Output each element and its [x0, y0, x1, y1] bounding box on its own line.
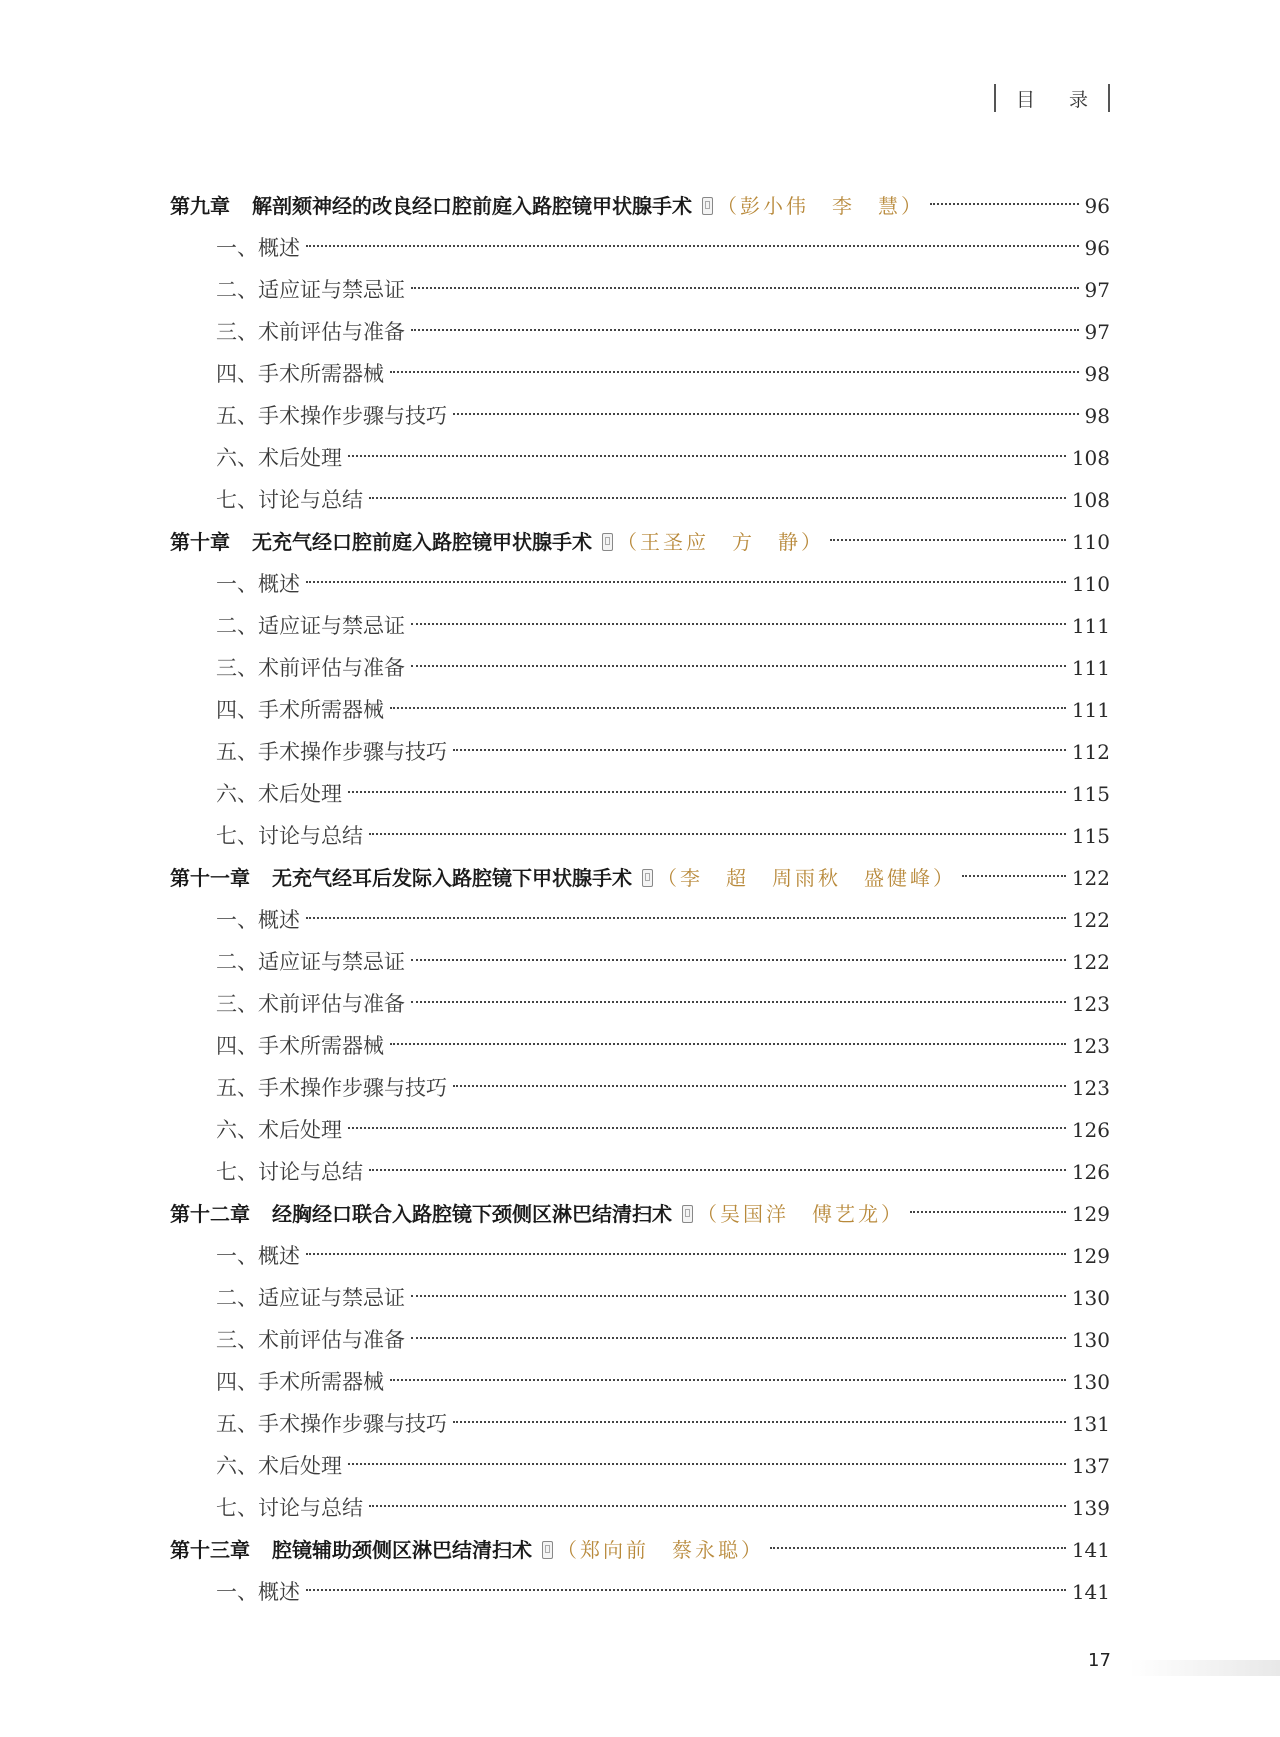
toc-section-row[interactable]: [170, 1361, 1110, 1403]
chapter-authors: （郑向前 蔡永聪）: [557, 1538, 764, 1562]
chapter-authors: （王圣应 方 静）: [617, 530, 824, 554]
dot-leader: [411, 1295, 1066, 1297]
page-ref: 97: [1084, 278, 1110, 302]
toc-chapter-row[interactable]: [170, 185, 1110, 227]
toc-section-row[interactable]: [170, 269, 1110, 311]
dot-leader: [369, 497, 1066, 499]
page-ref: 126: [1071, 1160, 1110, 1184]
page-ref: 98: [1084, 362, 1110, 386]
dot-leader: [369, 1169, 1066, 1171]
page-ref: 98: [1084, 404, 1110, 428]
section-title: 一、概述: [216, 1244, 300, 1268]
page-ref: 123: [1071, 1034, 1110, 1058]
toc-section-row[interactable]: [170, 311, 1110, 353]
dot-leader: [306, 1589, 1066, 1591]
toc-section-row[interactable]: [170, 605, 1110, 647]
section-title: 七、讨论与总结: [216, 1160, 363, 1184]
toc-section-row[interactable]: [170, 941, 1110, 983]
section-title: 三、术前评估与准备: [216, 992, 405, 1016]
page-ref: 96: [1084, 194, 1110, 218]
dot-leader: [348, 1127, 1066, 1129]
toc-section-row[interactable]: [170, 689, 1110, 731]
section-title: 四、手术所需器械: [216, 698, 384, 722]
dot-leader: [910, 1211, 1066, 1213]
page-ref: 122: [1071, 950, 1110, 974]
toc-section-row[interactable]: [170, 1151, 1110, 1193]
toc-section-row[interactable]: [170, 227, 1110, 269]
chapter-number: 第十二章: [170, 1202, 250, 1226]
toc-section-row[interactable]: [170, 1571, 1110, 1613]
toc-section-row[interactable]: [170, 1445, 1110, 1487]
dot-leader: [453, 413, 1079, 415]
section-title: 一、概述: [216, 908, 300, 932]
section-title: 三、术前评估与准备: [216, 1328, 405, 1352]
chapter-title: 经胸经口联合入路腔镜下颈侧区淋巴结清扫术: [272, 1202, 672, 1226]
toc-section-row[interactable]: [170, 479, 1110, 521]
section-title: 一、概述: [216, 572, 300, 596]
page-ref: 115: [1071, 782, 1110, 806]
chapter-title: 无充气经口腔前庭入路腔镜甲状腺手术: [252, 530, 592, 554]
toc-section-row[interactable]: [170, 1109, 1110, 1151]
page-ref: 110: [1071, 530, 1110, 554]
toc-section-row[interactable]: [170, 815, 1110, 857]
page-ref: 141: [1071, 1580, 1110, 1604]
page-ref: 122: [1071, 866, 1110, 890]
page-ref: 130: [1071, 1370, 1110, 1394]
toc-section-row[interactable]: [170, 731, 1110, 773]
dot-leader: [306, 581, 1066, 583]
header-label: 目 录: [1015, 88, 1102, 111]
chapter-authors: （彭小伟 李 慧）: [717, 194, 924, 218]
dot-leader: [306, 1253, 1066, 1255]
page-ref: 129: [1071, 1244, 1110, 1268]
section-title: 五、手术操作步骤与技巧: [216, 1412, 447, 1436]
toc-section-row[interactable]: [170, 1235, 1110, 1277]
page-ref: 137: [1071, 1454, 1110, 1478]
toc-chapter-row[interactable]: [170, 521, 1110, 563]
section-title: 三、术前评估与准备: [216, 320, 405, 344]
dot-leader: [411, 1337, 1066, 1339]
toc-section-row[interactable]: [170, 1067, 1110, 1109]
dot-leader: [770, 1547, 1066, 1549]
section-title: 六、术后处理: [216, 782, 342, 806]
page-ref: 130: [1071, 1328, 1110, 1352]
toc-section-row[interactable]: [170, 647, 1110, 689]
toc-chapter-row[interactable]: [170, 857, 1110, 899]
dot-leader: [369, 833, 1066, 835]
chapter-authors: （李 超 周雨秋 盛健峰）: [657, 866, 956, 890]
page-ref: 130: [1071, 1286, 1110, 1310]
toc-section-row[interactable]: [170, 899, 1110, 941]
toc-section-row[interactable]: [170, 1487, 1110, 1529]
page-ref: 97: [1084, 320, 1110, 344]
toc-section-row[interactable]: [170, 1319, 1110, 1361]
chapter-number: 第十三章: [170, 1538, 250, 1562]
page-ref: 122: [1071, 908, 1110, 932]
section-title: 四、手术所需器械: [216, 1370, 384, 1394]
page-ref: 108: [1071, 446, 1110, 470]
mobile-video-icon: [542, 1541, 553, 1559]
chapter-title: 解剖颏神经的改良经口腔前庭入路腔镜甲状腺手术: [252, 194, 692, 218]
dot-leader: [390, 1043, 1066, 1045]
dot-leader: [411, 1001, 1066, 1003]
dot-leader: [411, 665, 1066, 667]
section-title: 六、术后处理: [216, 1118, 342, 1142]
section-title: 一、概述: [216, 236, 300, 260]
section-title: 二、适应证与禁忌证: [216, 1286, 405, 1310]
dot-leader: [453, 749, 1066, 751]
running-header: [994, 84, 1110, 112]
page-ref: 111: [1071, 614, 1110, 638]
page-ref: 96: [1084, 236, 1110, 260]
dot-leader: [348, 455, 1066, 457]
toc-section-row[interactable]: [170, 563, 1110, 605]
section-title: 四、手术所需器械: [216, 362, 384, 386]
page-ref: 111: [1071, 656, 1110, 680]
chapter-number: 第十一章: [170, 866, 250, 890]
dot-leader: [390, 1379, 1066, 1381]
dot-leader: [411, 959, 1066, 961]
page-ref: 126: [1071, 1118, 1110, 1142]
page-ref: 110: [1071, 572, 1110, 596]
dot-leader: [390, 707, 1066, 709]
mobile-video-icon: [702, 197, 713, 215]
dot-leader: [390, 371, 1079, 373]
mobile-video-icon: [642, 869, 653, 887]
toc-section-row[interactable]: [170, 437, 1110, 479]
section-title: 二、适应证与禁忌证: [216, 278, 405, 302]
chapter-title: 腔镜辅助颈侧区淋巴结清扫术: [272, 1538, 532, 1562]
mobile-video-icon: [682, 1205, 693, 1223]
toc-section-row[interactable]: [170, 353, 1110, 395]
section-title: 二、适应证与禁忌证: [216, 950, 405, 974]
page-ref: 139: [1071, 1496, 1110, 1520]
section-title: 五、手术操作步骤与技巧: [216, 404, 447, 428]
section-title: 六、术后处理: [216, 446, 342, 470]
page-number-bar: [1130, 1660, 1280, 1676]
page-number: 17: [1088, 1650, 1111, 1671]
toc-section-row[interactable]: [170, 773, 1110, 815]
toc-section-row[interactable]: [170, 1403, 1110, 1445]
toc-section-row[interactable]: [170, 395, 1110, 437]
dot-leader: [348, 791, 1066, 793]
section-title: 四、手术所需器械: [216, 1034, 384, 1058]
toc-chapter-row[interactable]: [170, 1529, 1110, 1571]
chapter-title: 无充气经耳后发际入路腔镜下甲状腺手术: [272, 866, 632, 890]
dot-leader: [348, 1463, 1066, 1465]
dot-leader: [411, 329, 1079, 331]
dot-leader: [930, 203, 1079, 205]
section-title: 三、术前评估与准备: [216, 656, 405, 680]
section-title: 七、讨论与总结: [216, 488, 363, 512]
section-title: 五、手术操作步骤与技巧: [216, 1076, 447, 1100]
page-ref: 131: [1071, 1412, 1110, 1436]
dot-leader: [830, 539, 1066, 541]
page-ref: 141: [1071, 1538, 1110, 1562]
page-ref: 129: [1071, 1202, 1110, 1226]
mobile-video-icon: [602, 533, 613, 551]
table-of-contents: [170, 185, 1110, 1613]
dot-leader: [411, 287, 1079, 289]
dot-leader: [306, 917, 1066, 919]
toc-section-row[interactable]: [170, 1025, 1110, 1067]
chapter-number: 第九章: [170, 194, 230, 218]
dot-leader: [411, 623, 1066, 625]
section-title: 六、术后处理: [216, 1454, 342, 1478]
section-title: 一、概述: [216, 1580, 300, 1604]
section-title: 五、手术操作步骤与技巧: [216, 740, 447, 764]
page-ref: 112: [1071, 740, 1110, 764]
dot-leader: [369, 1505, 1066, 1507]
toc-section-row[interactable]: [170, 983, 1110, 1025]
toc-chapter-row[interactable]: [170, 1193, 1110, 1235]
dot-leader: [962, 875, 1066, 877]
chapter-number: 第十章: [170, 530, 230, 554]
dot-leader: [306, 245, 1079, 247]
page-ref: 115: [1071, 824, 1110, 848]
toc-section-row[interactable]: [170, 1277, 1110, 1319]
section-title: 七、讨论与总结: [216, 1496, 363, 1520]
dot-leader: [453, 1421, 1066, 1423]
page-ref: 123: [1071, 1076, 1110, 1100]
page-ref: 123: [1071, 992, 1110, 1016]
chapter-authors: （吴国洋 傅艺龙）: [697, 1202, 904, 1226]
page-ref: 111: [1071, 698, 1110, 722]
page-ref: 108: [1071, 488, 1110, 512]
section-title: 二、适应证与禁忌证: [216, 614, 405, 638]
section-title: 七、讨论与总结: [216, 824, 363, 848]
dot-leader: [453, 1085, 1066, 1087]
